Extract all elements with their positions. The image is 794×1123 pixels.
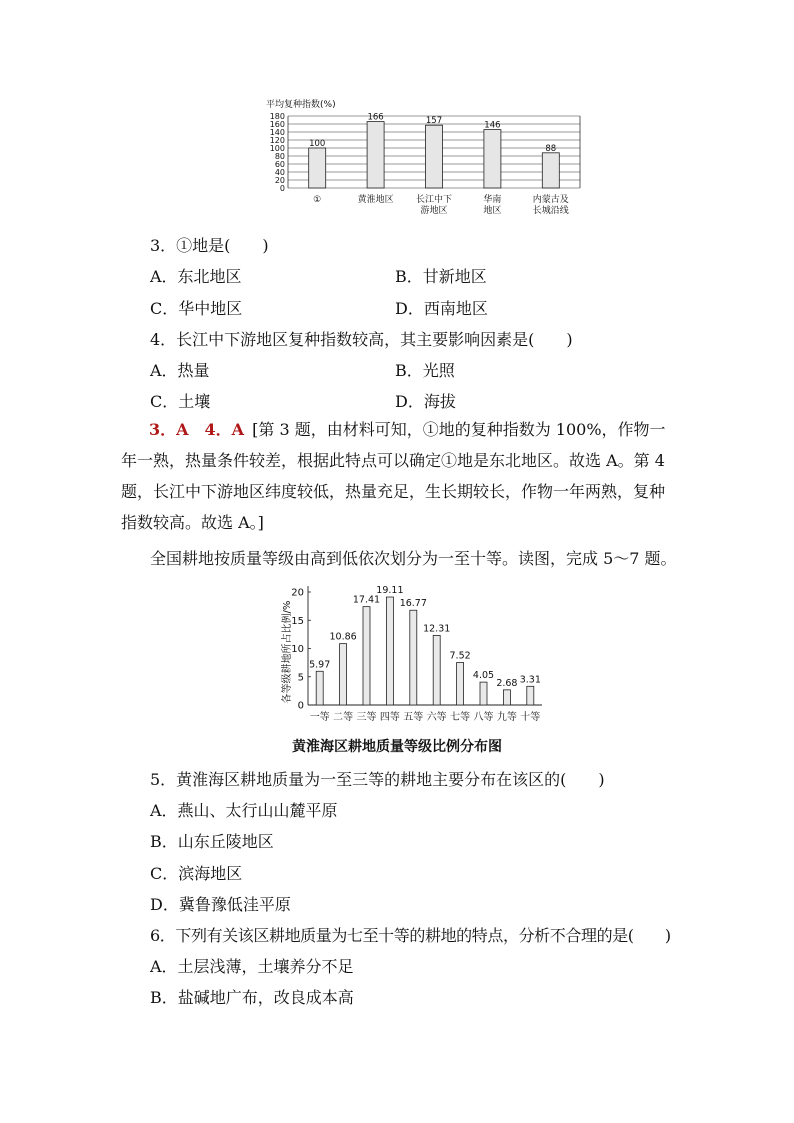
- chart1-ytick-label: 160: [269, 120, 285, 129]
- chart2-value-label: 4.05: [472, 670, 495, 682]
- chart2-title: 黄淮海区耕地质量等级比例分布图: [292, 739, 502, 755]
- chart2-ytick-label: 15: [291, 615, 304, 627]
- q5-option-a[interactable]: A．燕山、太行山山麓平原: [150, 801, 338, 820]
- chart2-category-label: 四等: [379, 712, 400, 723]
- chart1-category-label: 长城沿线: [532, 206, 569, 216]
- chart2-bar: [410, 610, 417, 705]
- chart2-bar: [363, 607, 370, 705]
- q4-option-a[interactable]: A．热量: [150, 361, 210, 380]
- chart1-bar: [367, 122, 384, 188]
- answer-block: [121, 414, 677, 538]
- chart1-bar: [542, 153, 559, 188]
- q4-option-d[interactable]: D．海拔: [395, 392, 456, 411]
- q5-option-d[interactable]: D．冀鲁豫低洼平原: [150, 895, 291, 914]
- chart1-category-label: 游地区: [420, 206, 448, 216]
- chart2-value-label: 12.31: [423, 623, 451, 635]
- chart2-bar: [457, 663, 464, 705]
- chart1-ytick-label: 20: [274, 176, 285, 185]
- q6-option-a[interactable]: A．土层浅薄，土壤养分不足: [150, 957, 354, 976]
- chart2-category-label: 三等: [356, 712, 377, 723]
- chart1-bar: [426, 125, 443, 188]
- chart2-category-label: 一等: [309, 712, 330, 723]
- chart1-value-label: 157: [425, 116, 443, 127]
- chart2-value-label: 17.41: [352, 594, 381, 606]
- chart2-category-label: 二等: [333, 712, 354, 723]
- chart2-category-label: 五等: [403, 712, 424, 723]
- q6-option-b[interactable]: B．盐碱地广布，改良成本高: [150, 988, 354, 1007]
- chart1-ytick-label: 180: [269, 112, 285, 121]
- chart1-bar: [309, 148, 326, 188]
- q5-option-c[interactable]: C．滨海地区: [150, 864, 243, 883]
- q3-option-b[interactable]: B．甘新地区: [395, 267, 487, 286]
- chart2-value-label: 3.31: [519, 674, 541, 686]
- chart2-bar: [503, 690, 510, 705]
- q3-option-c[interactable]: C．华中地区: [150, 299, 243, 318]
- chart2-value-label: 16.77: [399, 598, 427, 610]
- chart1-ytick-label: 120: [269, 136, 285, 145]
- chart2-bar: [386, 597, 393, 705]
- chart2-value-label: 10.86: [329, 631, 357, 643]
- chart2-ylabel: 各等级耕地所占比例/%: [282, 600, 293, 704]
- q3-option-a[interactable]: A．东北地区: [150, 267, 242, 286]
- chart2-category-label: 六等: [426, 712, 447, 723]
- chart1-ytick-label: 100: [269, 144, 285, 153]
- q4-stem: 4．长江中下游地区复种指数较高，其主要影响因素是( ): [150, 330, 573, 349]
- chart1-ytick-label: 80: [274, 152, 285, 161]
- q3-option-d[interactable]: D．西南地区: [395, 299, 488, 318]
- q4-option-b[interactable]: B．光照: [395, 361, 455, 380]
- chart1-value-label: 146: [484, 120, 501, 131]
- chart2-bar: [316, 671, 323, 705]
- chart2-value-label: 19.11: [376, 585, 404, 597]
- q4-option-c[interactable]: C．土壤: [150, 392, 211, 411]
- chart2-category-label: 九等: [496, 712, 517, 723]
- chart2-category-label: 十等: [520, 712, 541, 723]
- chart2-bar: [433, 635, 440, 705]
- chart2-bar: [340, 644, 347, 705]
- chart1-bar: [484, 130, 501, 188]
- q6-stem: 6．下列有关该区耕地质量为七至十等的耕地的特点，分析不合理的是( ): [150, 926, 671, 945]
- q3-stem: 3．①地是( ): [150, 236, 269, 255]
- q5-option-b[interactable]: B．山东丘陵地区: [150, 832, 274, 851]
- chart1-value-label: 100: [309, 139, 326, 149]
- chart2-value-label: 5.97: [309, 659, 331, 671]
- chart2-value-label: 7.52: [449, 650, 471, 662]
- chart2-ytick-label: 0: [297, 700, 304, 712]
- chart1-category-label: 内蒙古及: [532, 195, 569, 205]
- chart1-ytick-label: 0: [279, 184, 285, 193]
- farmland-quality-chart: [272, 574, 552, 724]
- chart2-value-label: 2.68: [496, 677, 518, 689]
- chart2-bar: [480, 682, 487, 705]
- q5-stem: 5．黄淮海区耕地质量为一至三等的耕地主要分布在该区的( ): [150, 770, 605, 789]
- chart1-value-label: 88: [545, 143, 557, 154]
- section-intro: 全国耕地按质量等级由高到低依次划分为一至十等。读图，完成 5～7 题。: [150, 549, 677, 568]
- answer-key: 3．A 4．A: [149, 420, 245, 439]
- chart1-ylabel: 平均复种指数(%): [266, 100, 336, 110]
- chart2-ytick-label: 10: [291, 644, 304, 655]
- chart1-ytick-label: 140: [269, 128, 285, 137]
- multiple-cropping-index-chart: [262, 95, 582, 220]
- chart1-category-label: ①: [313, 195, 322, 205]
- chart2-category-label: 七等: [450, 712, 471, 723]
- chart1-category-label: 长江中下: [415, 195, 453, 205]
- answer-explanation: [第 3 题，由材料可知，①地的复种指数为 100%，作物一年一熟，热量条件较差，根据此特点可以确定①地是东北地区。故选 A。第 4 题，长江中下游地区纬度较低，热量充足，生长期较长，作物一年两熟，复种指数较高。故选 A。]: [121, 420, 666, 532]
- chart2-ytick-label: 20: [291, 587, 304, 599]
- chart1-category-label: 地区: [483, 206, 502, 216]
- chart1-category-label: 华南: [483, 195, 502, 205]
- chart1-ytick-label: 40: [274, 168, 285, 177]
- chart1-value-label: 166: [367, 112, 384, 123]
- chart2-ytick-label: 5: [297, 672, 304, 684]
- chart1-category-label: 黄淮地区: [357, 195, 394, 205]
- chart2-bar: [527, 686, 534, 705]
- chart1-ytick-label: 60: [274, 160, 285, 169]
- chart2-category-label: 八等: [473, 712, 494, 723]
